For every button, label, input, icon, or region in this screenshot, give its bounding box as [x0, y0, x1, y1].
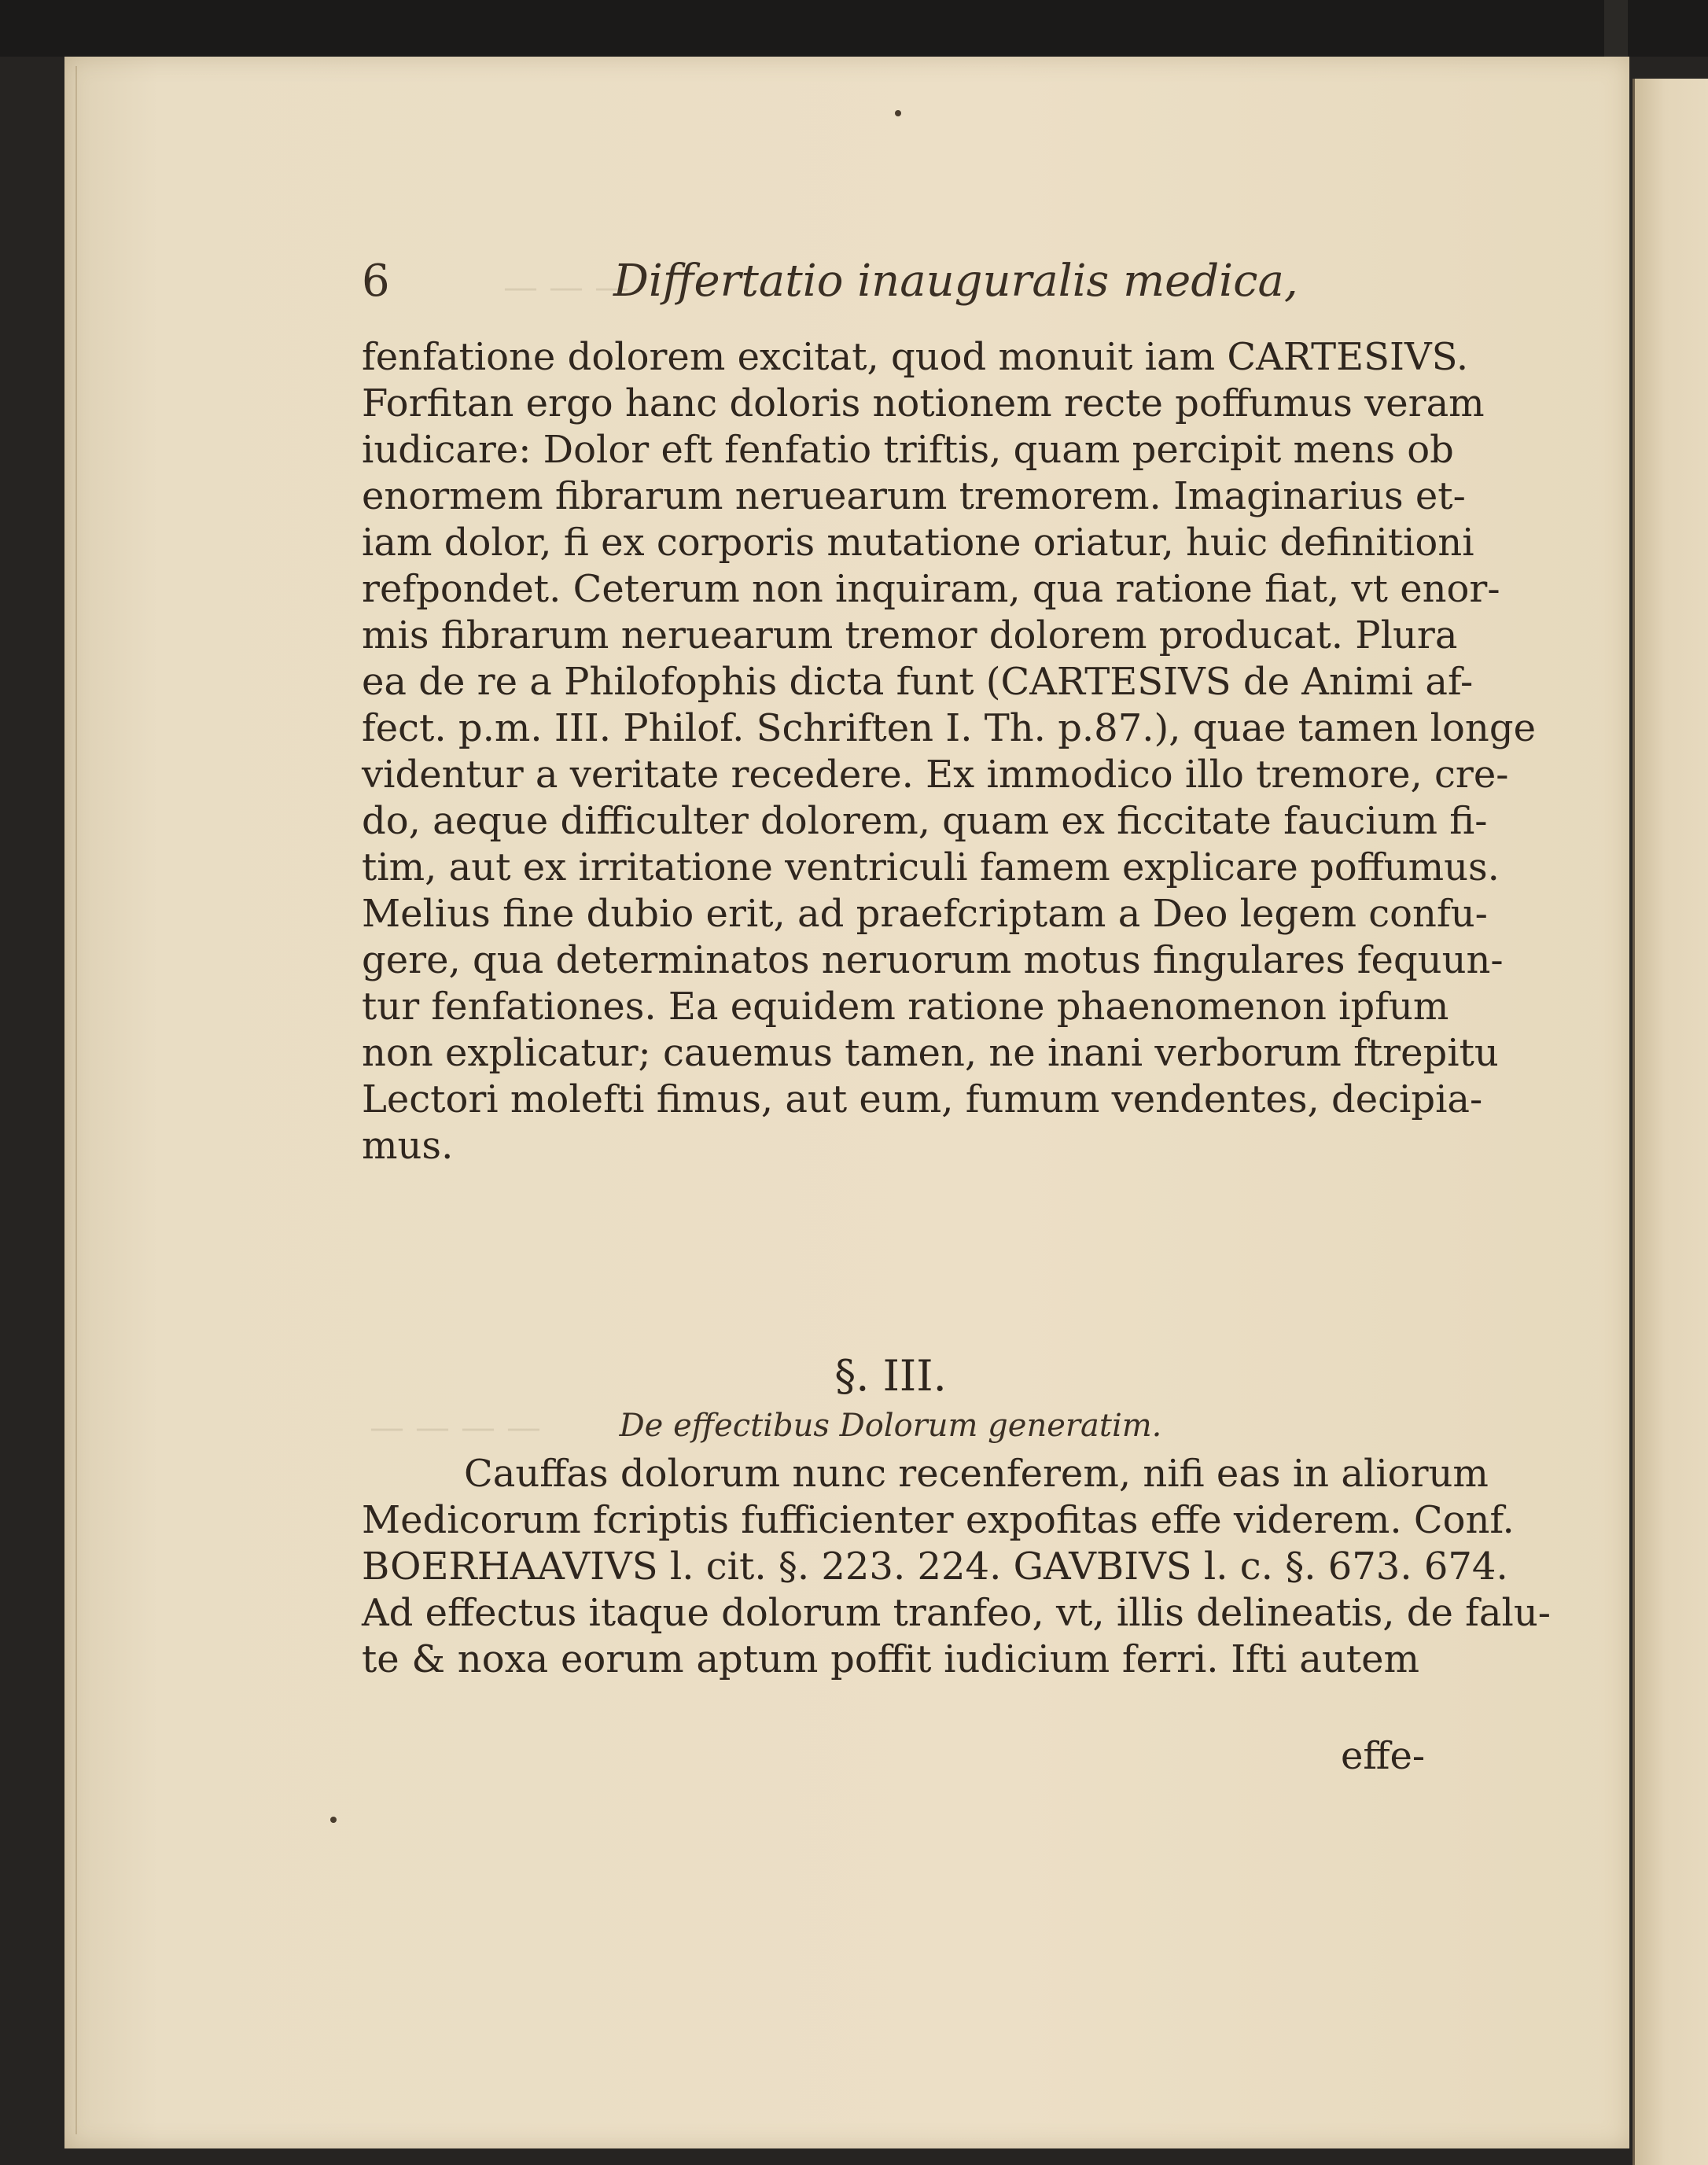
section-subtitle: De effectibus Dolorum generatim.	[619, 1408, 1162, 1444]
text-line: fect. p.m. III. Philof. Schriften I. Th. p.87.), quae tamen longe	[362, 706, 1536, 750]
page-header	[362, 256, 1431, 318]
paper-speck	[895, 110, 901, 116]
scan-background-top	[0, 0, 1708, 57]
text-line: Cauffas dolorum nunc recenferem, nifi eas in aliorum	[464, 1452, 1489, 1496]
running-title: Differtatio inauguralis medica,	[613, 256, 1298, 307]
facing-page-edge	[1633, 79, 1708, 2165]
text-line: Ad effectus itaque dolorum tranfeo, vt, illis delineatis, de falu-	[362, 1591, 1551, 1635]
text-line: iam dolor, fi ex corporis mutatione oriatur, huic definitioni	[362, 521, 1474, 565]
section-heading: §. III.	[834, 1351, 947, 1401]
text-line: mus.	[362, 1124, 454, 1168]
text-line: Medicorum fcriptis fufficienter expofitas effe viderem. Conf.	[362, 1498, 1515, 1542]
text-line: refpondet. Ceterum non inquiram, qua ratione fiat, vt enor-	[362, 567, 1500, 611]
text-line: mis fibrarum neruearum tremor dolorem producat. Plura	[362, 613, 1458, 657]
text-line: BOERHAAVIVS l. cit. §. 223. 224. GAVBIVS l. c. §. 673. 674.	[362, 1545, 1508, 1589]
bleed-through: — — — —	[370, 1408, 541, 1448]
text-line: te & noxa eorum aptum poffit iudicium ferri. Ifti autem	[362, 1637, 1419, 1681]
text-line: Melius fine dubio erit, ad praefcriptam a Deo legem confu-	[362, 892, 1488, 936]
paragraph-1	[362, 334, 1536, 1169]
text-line: do, aeque difficulter dolorem, quam ex ficcitate faucium fi-	[362, 799, 1488, 843]
paragraph-2	[362, 1451, 1551, 1683]
text-line: gere, qua determinatos neruorum motus fingulares fequun-	[362, 938, 1504, 982]
text-line: non explicatur; cauemus tamen, ne inani verborum ftrepitu	[362, 1031, 1499, 1075]
bleed-through: — — —	[503, 267, 629, 307]
text-line: iudicare: Dolor eft fenfatio triftis, quam percipit mens ob	[362, 428, 1454, 472]
catchword: effe-	[1341, 1734, 1426, 1778]
paper-speck	[330, 1817, 337, 1823]
text-line: enormem fibrarum neruearum tremorem. Imaginarius et-	[362, 474, 1466, 518]
text-line: videntur a veritate recedere. Ex immodico illo tremore, cre-	[362, 753, 1509, 797]
text-line: tim, aut ex irritatione ventriculi famem explicare poffumus.	[362, 845, 1500, 889]
text-line: Lectori molefti fimus, aut eum, fumum vendentes, decipia-	[362, 1077, 1483, 1121]
text-line: ea de re a Philofophis dicta funt (CARTESIVS de Animi af-	[362, 660, 1474, 704]
page-number: 6	[362, 256, 390, 307]
text-line: fenfatione dolorem excitat, quod monuit iam CARTESIVS.	[362, 335, 1469, 379]
text-line: tur fenfationes. Ea equidem ratione phaenomenon ipfum	[362, 985, 1449, 1029]
text-line: Forfitan ergo hanc doloris notionem recte poffumus veram	[362, 381, 1485, 425]
